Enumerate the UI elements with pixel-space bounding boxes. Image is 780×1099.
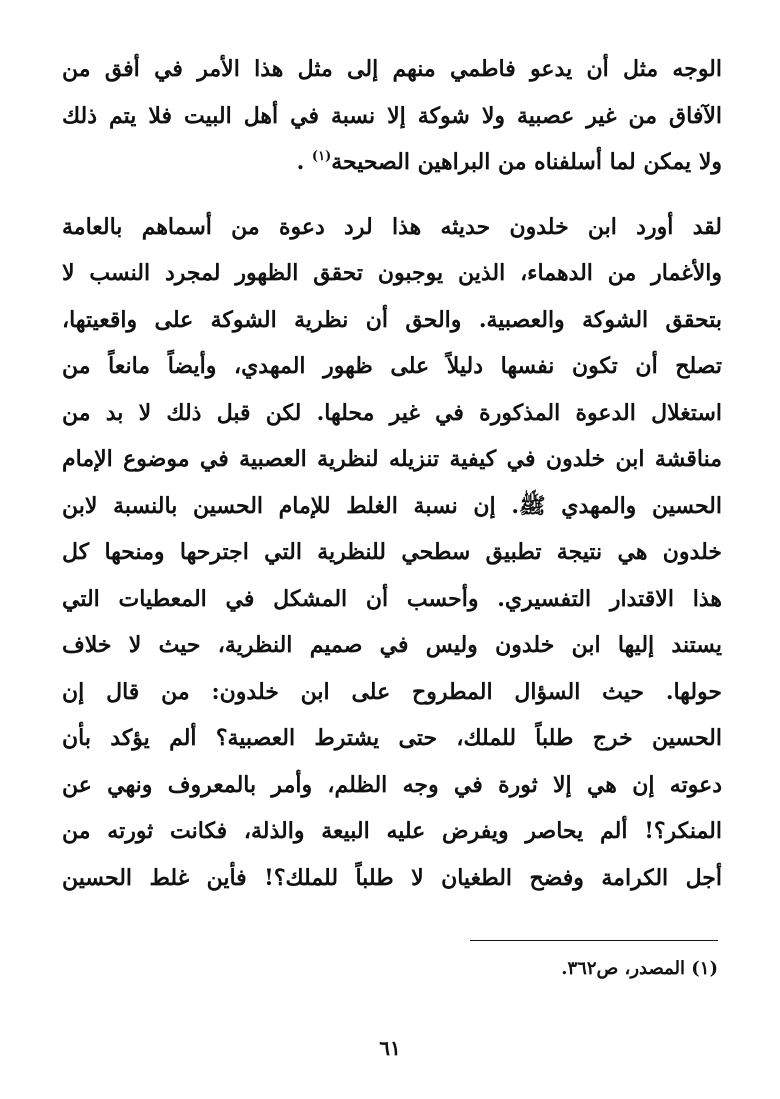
text-line: أجل الكرامة وفضح الطغيان لا طلباً للملك؟! فأين غلط الحسين: [62, 864, 722, 891]
text-line: الآفاق من غير عصبية ولا شوكة إلا نسبة في أهل البيت فلا يتم ذلك: [62, 102, 722, 129]
text-line: خلدون هي نتيجة تطبيق سطحي للنظرية التي اجترحها ومنحها كل: [62, 539, 722, 565]
text-line: المنكر؟! ألم يحاصر ويفرض عليه البيعة والذلة، فكانت ثورته من: [62, 818, 722, 844]
text-line: بتحقق الشوكة والعصبية. والحق أن نظرية الشوكة على واقعيتها،: [62, 306, 722, 333]
text-line: يستند إليها ابن خلدون وليس في صميم النظرية، حيث لا خلاف: [62, 632, 722, 658]
text-line: دعوته إن هي إلا ثورة في وجه الظلم، وأمر بالمعروف ونهي عن: [62, 771, 722, 798]
text-line: هذا الاقتدار التفسيري. وأحسب أن المشكل في المعطيات التي: [62, 585, 722, 612]
text-line: لقد أورد ابن خلدون حديثه هذا لرد دعوة من أسماهم بالعامة: [62, 213, 722, 240]
body-text: [62, 46, 722, 901]
text-line: [62, 139, 722, 186]
footnote-reference[interactable]: (١): [311, 149, 332, 164]
text-line: حولها. حيث السؤال المطروح على ابن خلدون: من قال إن: [62, 678, 722, 705]
sentence-end-punctuation: .: [296, 149, 305, 175]
text-line: استغلال الدعوة المذكورة في غير محلها. لكن قبل ذلك لا بد من: [62, 399, 722, 426]
page-number: ٦١: [379, 1036, 401, 1060]
footnote: (١) المصدر، ص٣٦٢.: [561, 958, 718, 979]
text-line-content: ولا يمكن لما أسلفناه من البراهين الصحيحة: [331, 149, 722, 175]
footnote-separator: [470, 940, 718, 941]
text-line: والأغمار من الدهماء، الذين يوجبون تحقق الظهور لمجرد النسب لا: [62, 260, 722, 286]
text-line: الحسين خرج طلباً للملك، حتى يشترط العصبية؟ ألم يؤكد بأن: [62, 725, 722, 751]
text-line: الوجه مثل أن يدعو فاطمي منهم إلى مثل هذا الأمر في أفق من: [62, 56, 722, 82]
text-line: مناقشة ابن خلدون في كيفية تنزيله لنظرية العصبية في موضوع الإمام: [62, 446, 722, 472]
paragraph-gap: [62, 186, 722, 204]
text-line: الحسين والمهدي ﷺ. إن نسبة الغلط للإمام الحسين بالنسبة لابن: [62, 492, 722, 519]
text-line: تصلح أن تكون نفسها دليلاً على ظهور المهدي، وأيضاً مانعاً من: [62, 353, 722, 379]
